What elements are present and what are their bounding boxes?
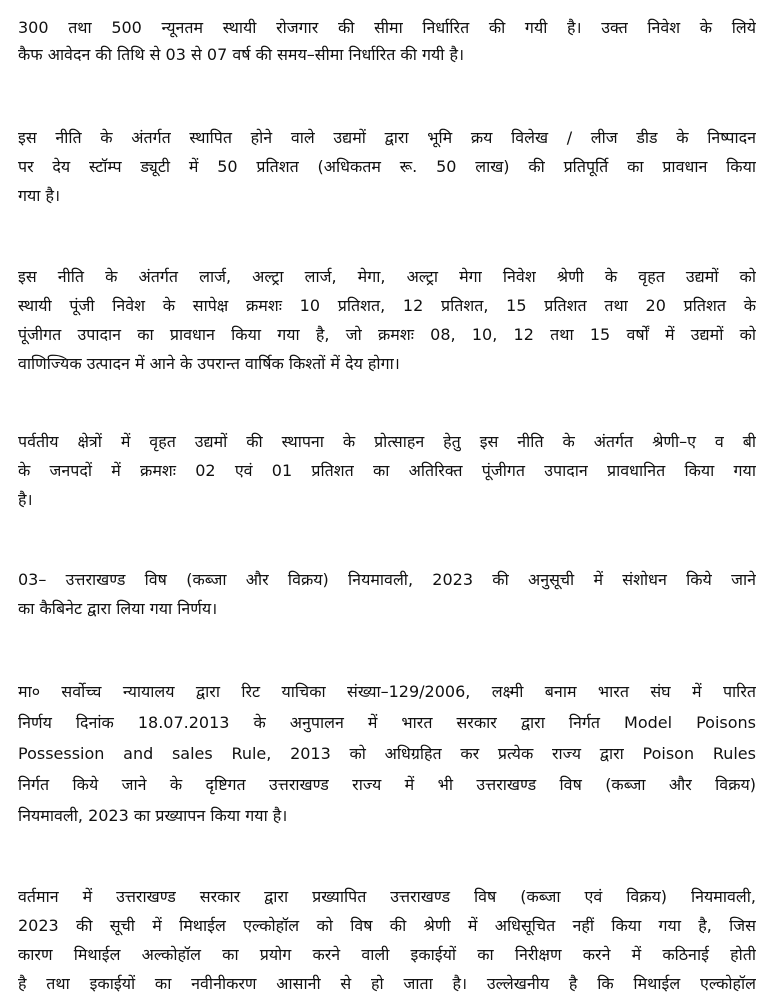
text-line: नियमावली, 2023 का प्रख्यापन किया गया है। [18, 806, 288, 825]
text-line: स्थायी पूंजी निवेश के सापेक्ष क्रमशः 10 प्रतिशत, 12 प्रतिशत, 15 प्रतिशत तथा 20 प्रतिशत के [18, 296, 756, 315]
text-line: पूंजीगत उपादान का प्रावधान किया गया है, जो क्रमशः 08, 10, 12 तथा 15 वर्षों में उद्यमों को [18, 325, 756, 344]
text-line: है तथा इकाईयों का नवीनीकरण आसानी से हो जाता है। उल्लेखनीय है कि मिथाईल एल्कोहॉल [18, 974, 756, 993]
text-line: का कैबिनेट द्वारा लिया गया निर्णय। [18, 599, 218, 618]
text-line: वर्तमान में उत्तराखण्ड सरकार द्वारा प्रख्यापित उत्तराखण्ड विष (कब्जा एवं विक्रय) नियमावली, [18, 887, 756, 906]
text-line: इस नीति के अंतर्गत स्थापित होने वाले उद्यमों द्वारा भूमि क्रय विलेख / लीज डीड के निष्पादन [18, 128, 756, 147]
text-line: मा० सर्वोच्च न्यायालय द्वारा रिट याचिका संख्या–129/2006, लक्ष्मी बनाम भारत संघ में पारित [18, 682, 756, 701]
text-line: 2023 की सूची में मिथाईल एल्कोहॉल को विष की श्रेणी में अधिसूचित नहीं किया गया है, जिस [18, 916, 756, 935]
text-line: है। [18, 490, 33, 509]
text-line: गया है। [18, 186, 61, 205]
text-line: 300 तथा 500 न्यूनतम स्थायी रोजगार की सीमा निर्धारित की गयी है। उक्त निवेश के लिये [18, 18, 756, 37]
text-line: निर्गत किये जाने के दृष्टिगत उत्तराखण्ड राज्य में भी उत्तराखण्ड विष (कब्जा और विक्रय) [18, 775, 756, 794]
text-line: निर्णय दिनांक 18.07.2013 के अनुपालन में भारत सरकार द्वारा निर्गत Model Poisons [18, 713, 756, 732]
text-line: के जनपदों में क्रमशः 02 एवं 01 प्रतिशत का अतिरिक्त पूंजीगत उपादान प्रावधानित किया गया [18, 461, 756, 480]
text-line: इस नीति के अंतर्गत लार्ज, अल्ट्रा लार्ज, मेगा, अल्ट्रा मेगा निवेश श्रेणी के वृहत उद्यमों को [18, 267, 756, 286]
text-line: पर देय स्टॉम्प ड्यूटी में 50 प्रतिशत (अधिकतम रू. 50 लाख) की प्रतिपूर्ति का प्रावधान किया [18, 157, 756, 176]
text-line: पर्वतीय क्षेत्रों में वृहत उद्यमों की स्थापना के प्रोत्साहन हेतु इस नीति के अंतर्गत श्रेणी–ए व बी [18, 432, 756, 451]
text-line: 03– उत्तराखण्ड विष (कब्जा और विक्रय) नियमावली, 2023 की अनुसूची में संशोधन किये जाने [18, 570, 756, 589]
text-line: कैफ आवेदन की तिथि से 03 से 07 वर्ष की समय–सीमा निर्धारित की गयी है। [18, 45, 465, 64]
text-line: कारण मिथाईल अल्कोहॉल का प्रयोग करने वाली इकाईयों का निरीक्षण करने में कठिनाई होती [18, 945, 756, 964]
text-line: Possession and sales Rule, 2013 को अधिग्रहित कर प्रत्येक राज्य द्वारा Poison Rules [18, 744, 756, 763]
text-line: वाणिज्यिक उत्पादन में आने के उपरान्त वार्षिक किश्तों में देय होगा। [18, 354, 400, 373]
